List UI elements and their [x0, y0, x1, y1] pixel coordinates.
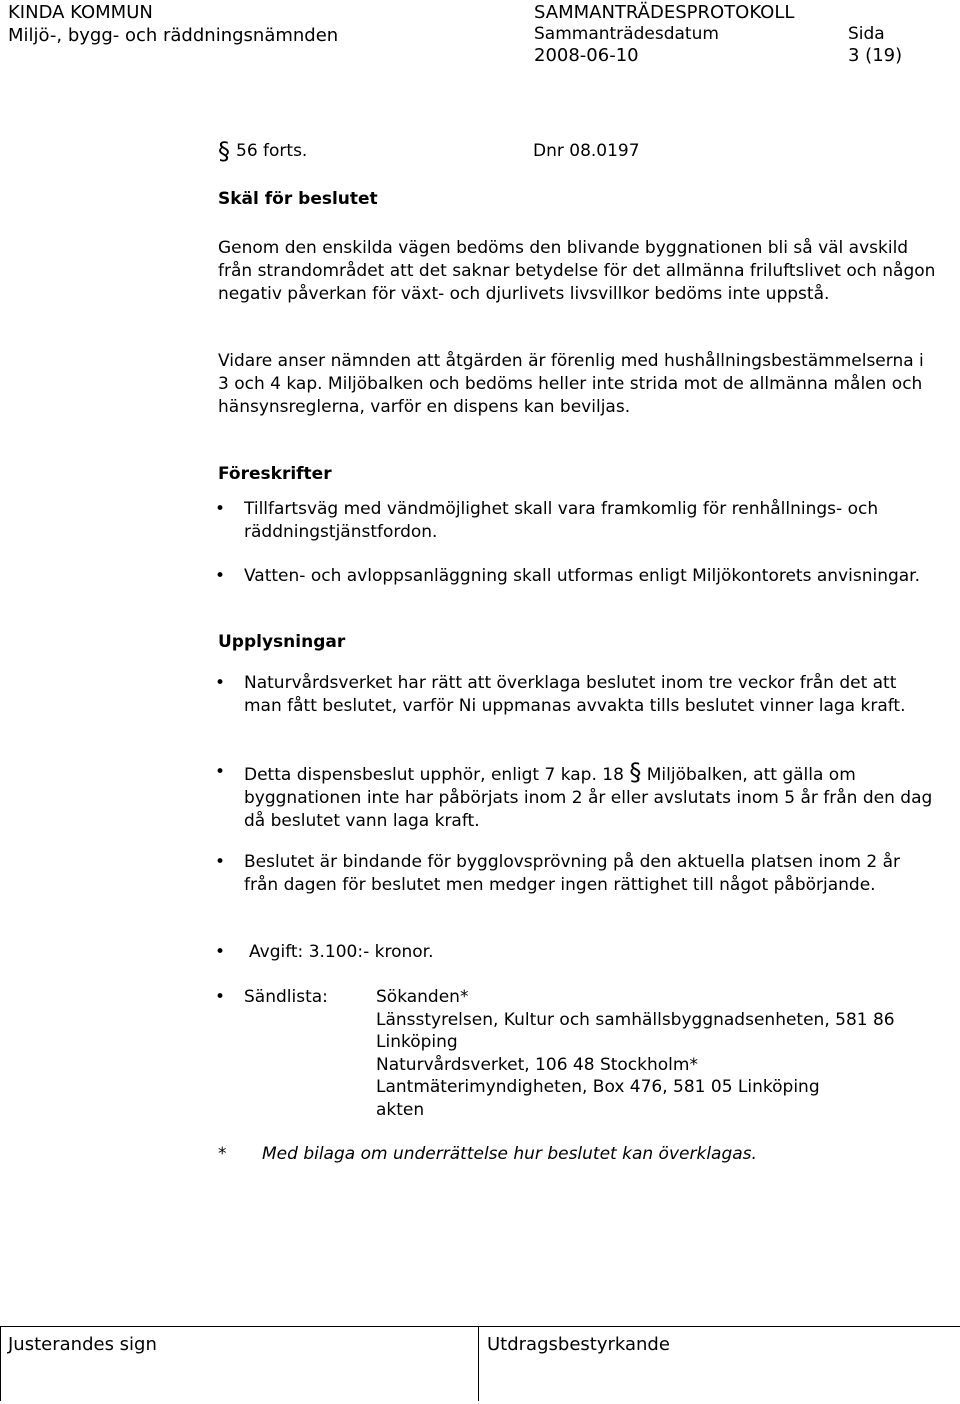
reasons-paragraph-2: Vidare anser nämnden att åtgärden är förenlig med hushållningsbestämmelserna i 3 och 4 kap. Miljöbalken och bedöms heller inte strida mot de allmänna målen och hänsynsreglerna, varför en dispens kan beviljas. [218, 351, 924, 417]
page-label: Sida [848, 24, 885, 44]
distribution-recipient: Länsstyrelsen, Kultur och samhällsbyggnadsenheten, 581 86 [376, 1009, 895, 1030]
meeting-date: 2008-06-10 [534, 45, 639, 66]
board-name: Miljö-, bygg- och räddningsnämnden [8, 25, 339, 46]
distribution-label: Sändlista: [244, 987, 328, 1007]
certification-label: Utdragsbestyrkande [487, 1334, 670, 1355]
section-symbol: § [218, 137, 230, 165]
footnote-text: Med bilaga om underrättelse hur beslutet kan överklagas. [262, 1144, 757, 1164]
protocol-page: KINDA KOMMUN SAMMANTRÄDESPROTOKOLL Miljö-, bygg- och räddningsnämnden Sammanträdesdatum 2008-06-10 Sida 3 (19) § 56 forts. Dnr 08.0197 Skäl för beslutet Genom den enskilda vägen bedöms den blivande byggnationen bli så väl avskild från strandområdet att det saknar betydelse för det allmänna friluftslivet och någon negativ påverkan för växt- och djurlivets livsvillkor bedöms inte uppstå. Vidare anser nämnden att åtgärden är förenlig med hushållningsbestämmelserna i 3 och 4 kap. Miljöbalken och bedöms heller inte strida mot de allmänna målen och hänsynsreglerna, varför en dispens kan beviljas. Föreskrifter • Tillfartsväg med vändmöjlighet skall vara framkomlig för renhållnings- och räddningstjänstfordon. • Vatten- och avloppsanläggning skall utformas enligt Miljökontorets anvisningar. Upplysningar • Naturvårdsverket har rätt att överklaga beslutet inom tre veckor från det att man fått beslutet, varför Ni uppmanas avvakta tills beslutet vinner laga kraft. • Detta dispensbeslut upphör, enligt 7 kap. 18 § Miljöbalken, att gälla om byggnationen inte har påbörjats inom 2 år eller avslutats inom 5 år från den dag då beslutet vann laga kraft. • Beslutet är bindande för bygglovsprövning på den aktuella platsen inom 2 år från dagen för beslutet men medger ingen rättighet till något påbörjande. • Avgift: 3.100:- kronor. • Sändlista: Sökanden* Länsstyrelsen, Kultur och samhällsbyggnadsenheten, 581 86 Linköping Naturvårdsverket, 106 48 Stockholm* Lantmäterimyndigheten, Box 476, 581 05 Linköping akten * Med bilaga om underrättelse hur beslutet kan överklagas. Justerandes sign Utdragsbestyrkande [0, 0, 960, 1404]
validity-text-start: Detta dispensbeslut upphör, enligt 7 kap. 18 [244, 765, 624, 785]
distribution-recipient: Lantmäterimyndigheten, Box 476, 581 05 Linköping [376, 1077, 820, 1097]
bullet-icon: • [215, 942, 226, 962]
distribution-recipient: Linköping [376, 1032, 458, 1052]
reasons-paragraph-1: Genom den enskilda vägen bedöms den blivande byggnationen bli så väl avskild från strandområdet att det saknar betydelse för det allmänna friluftslivet och någon negativ påverkan för växt- och djurlivets livsvillkor bedöms inte uppstå. [218, 238, 936, 304]
distribution-recipient: Sökanden* [376, 987, 469, 1007]
bullet-icon: • [215, 499, 226, 519]
org-name: KINDA KOMMUN [8, 2, 153, 23]
page-header [0, 0, 960, 70]
regulations-heading: Föreskrifter [218, 464, 332, 484]
validity-text-end: Miljöbalken, att gälla om byggnationen inte har påbörjats inom 2 år eller avslutats inom 5 år från den dag då beslutet vann laga kraft. [244, 765, 933, 831]
page-number: 3 (19) [848, 45, 903, 66]
bullet-icon: • [215, 673, 226, 693]
footnote-mark: * [218, 1144, 227, 1164]
distribution-recipient: Naturvårdsverket, 106 48 Stockholm* [376, 1054, 698, 1075]
case-number: Dnr 08.0197 [533, 141, 640, 161]
signature-label: Justerandes sign [8, 1334, 157, 1355]
information-heading: Upplysningar [218, 632, 346, 652]
date-label: Sammanträdesdatum [534, 24, 719, 44]
bullet-icon: • [215, 987, 226, 1007]
bullet-icon: • [215, 566, 226, 586]
section-number: 56 forts. [236, 141, 308, 161]
bullet-icon: • [215, 852, 226, 872]
fee-text: Avgift: 3.100:- kronor. [249, 942, 434, 962]
distribution-recipient: akten [376, 1099, 425, 1120]
reasons-heading: Skäl för beslutet [218, 189, 378, 209]
bullet-icon: • [215, 762, 226, 782]
paragraph-symbol: § [629, 758, 642, 786]
document-type: SAMMANTRÄDESPROTOKOLL [534, 2, 795, 23]
